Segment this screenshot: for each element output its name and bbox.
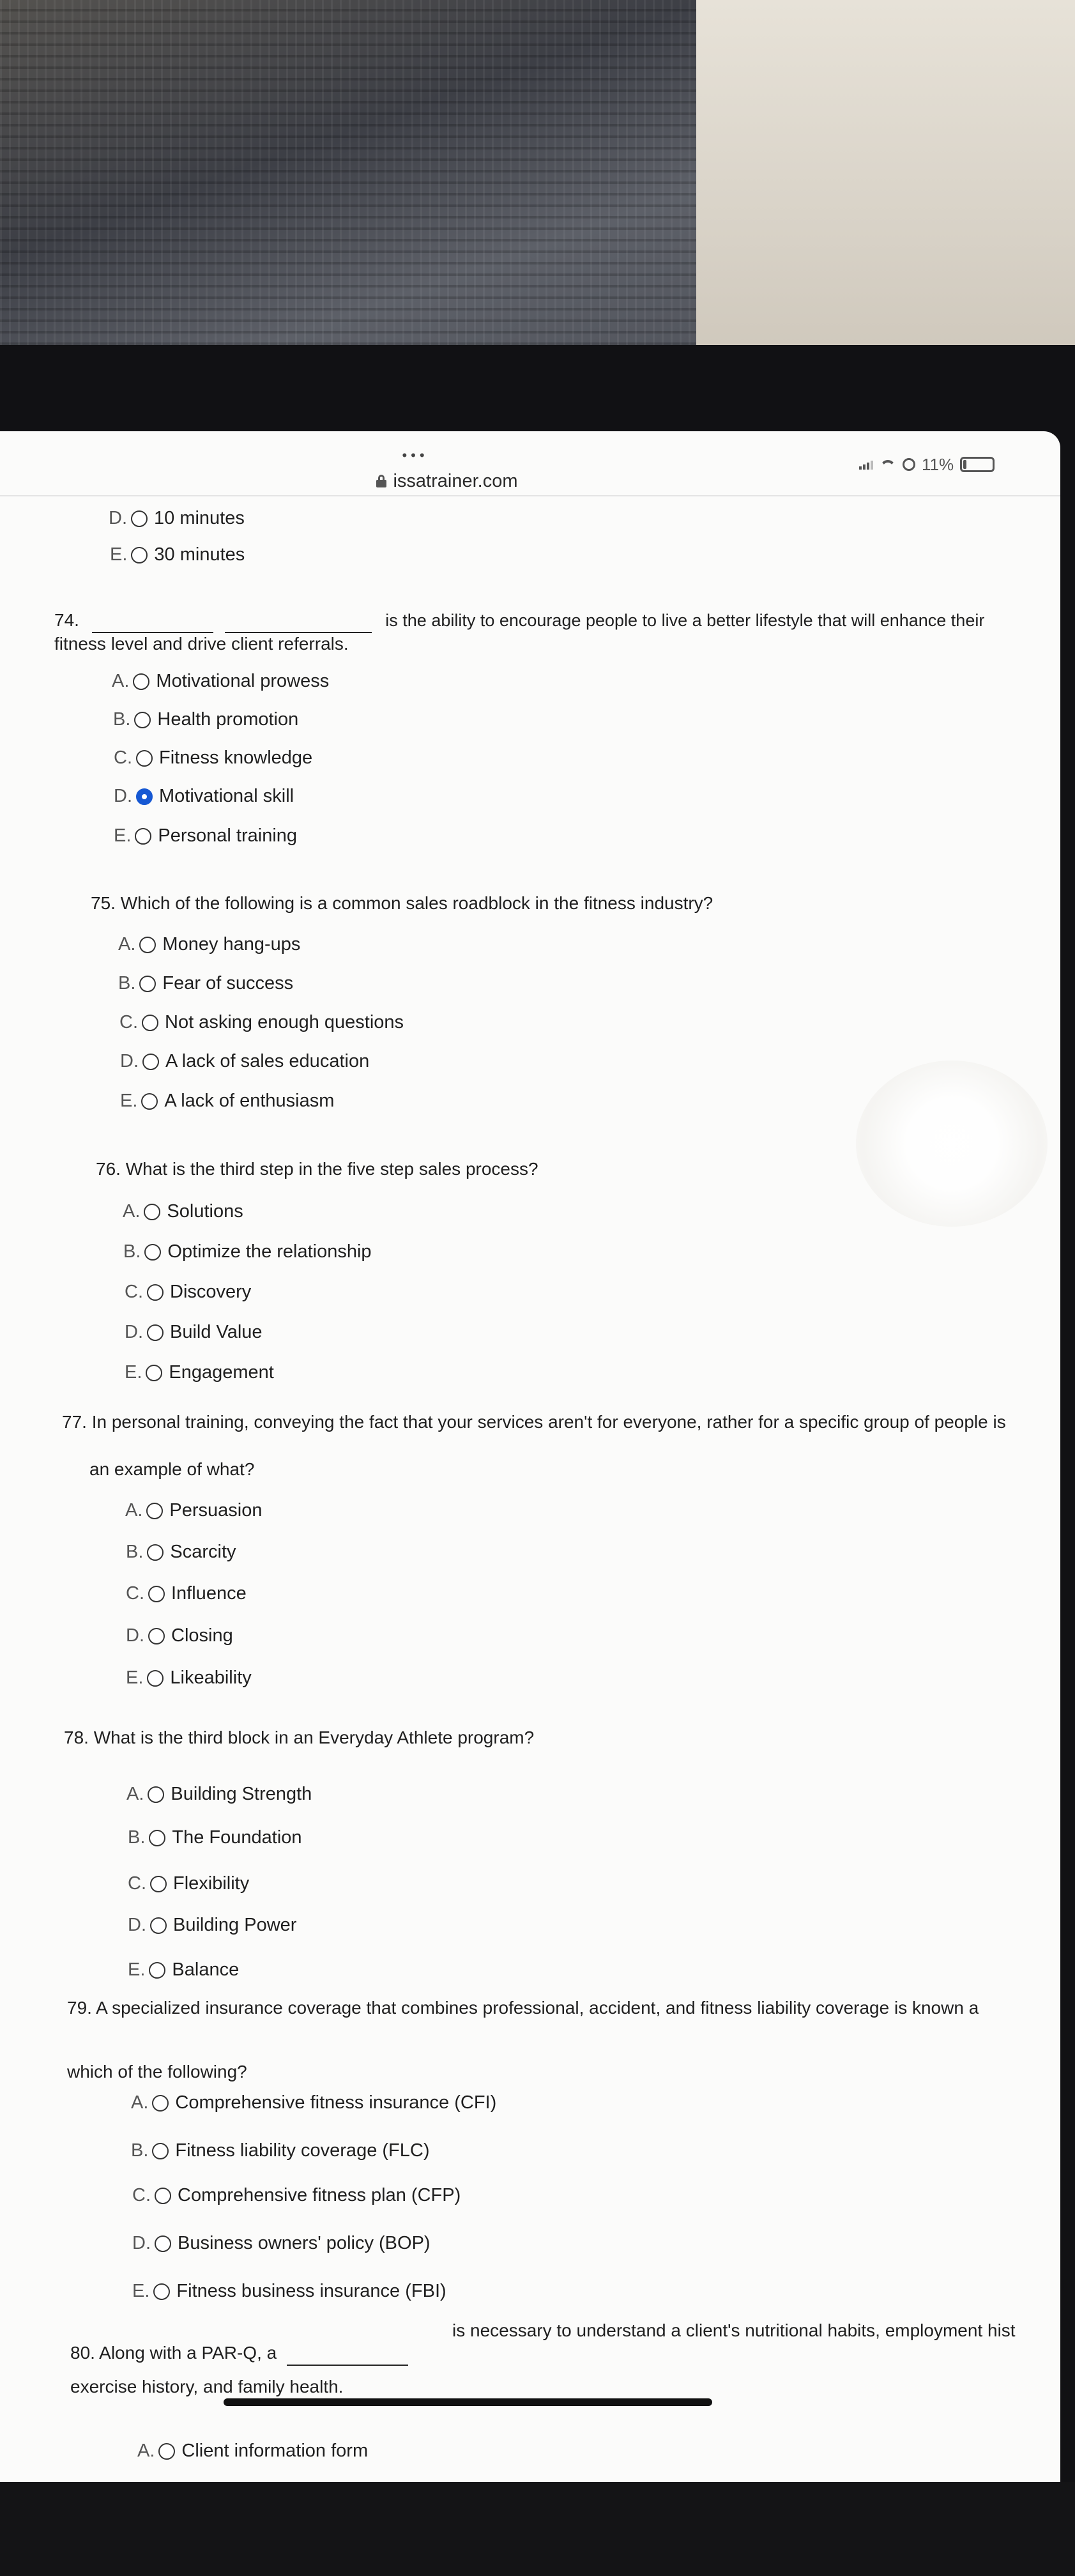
answer-blank bbox=[287, 2342, 408, 2366]
option-letter: A. bbox=[125, 1500, 143, 1521]
option-label: Scarcity bbox=[170, 1542, 236, 1562]
question-76-option-e[interactable] bbox=[125, 1362, 274, 1383]
question-74-option-e[interactable] bbox=[114, 825, 297, 847]
status-bar bbox=[859, 455, 995, 474]
option-label: Client information form bbox=[181, 2441, 369, 2461]
option-letter: A. bbox=[126, 1784, 144, 1804]
stylus-shadow bbox=[224, 2398, 712, 2406]
option-letter: E. bbox=[110, 544, 128, 565]
radio-button[interactable] bbox=[152, 2143, 169, 2159]
question-75-option-e[interactable] bbox=[120, 1091, 334, 1112]
radio-button[interactable] bbox=[141, 1093, 158, 1110]
option-label: Likeability bbox=[170, 1667, 252, 1688]
battery-percentage: 11% bbox=[922, 454, 954, 474]
option-letter: D. bbox=[109, 508, 127, 528]
option-letter: E. bbox=[126, 1667, 144, 1688]
option-label: Motivational skill bbox=[159, 786, 294, 806]
cellular-signal-icon bbox=[859, 459, 873, 470]
question-75-option-b[interactable] bbox=[118, 973, 293, 994]
option-label: Comprehensive fitness insurance (CFI) bbox=[175, 2092, 497, 2113]
radio-button[interactable] bbox=[133, 673, 149, 690]
option-letter: C. bbox=[128, 1873, 146, 1894]
option-label: Flexibility bbox=[173, 1873, 250, 1894]
radio-button[interactable] bbox=[149, 1830, 165, 1846]
radio-button[interactable] bbox=[131, 547, 148, 564]
question-78-option-a[interactable] bbox=[126, 1784, 312, 1805]
option-label: Personal training bbox=[158, 825, 298, 846]
radio-button[interactable] bbox=[131, 510, 148, 527]
radio-button[interactable] bbox=[142, 1054, 159, 1070]
question-79-option-e[interactable] bbox=[132, 2281, 446, 2302]
browser-screen bbox=[0, 431, 1060, 2482]
option-letter: A. bbox=[137, 2441, 155, 2461]
question-80-option-a[interactable] bbox=[137, 2441, 368, 2462]
question-75-text: 75. Which of the following is a common sales roadblock in the fitness industry? bbox=[91, 893, 713, 913]
option-label: Business owners' policy (BOP) bbox=[178, 2233, 431, 2253]
radio-button[interactable] bbox=[158, 2443, 175, 2460]
option-label: Build Value bbox=[170, 1322, 263, 1342]
radio-button[interactable] bbox=[142, 1015, 158, 1031]
answer-blank bbox=[92, 609, 213, 633]
option-label: 10 minutes bbox=[154, 508, 245, 528]
question-79-option-d[interactable] bbox=[132, 2233, 431, 2254]
option-label: Health promotion bbox=[157, 709, 299, 730]
question-text: is the ability to encourage people to live a better lifestyle that will enhance their bbox=[385, 611, 985, 630]
question-74-option-c[interactable] bbox=[114, 747, 312, 769]
option-letter: C. bbox=[119, 1012, 138, 1032]
radio-button[interactable] bbox=[146, 1503, 163, 1519]
question-75-option-d[interactable] bbox=[120, 1051, 369, 1072]
radio-button[interactable] bbox=[144, 1244, 161, 1261]
question-78-option-e[interactable] bbox=[128, 1959, 239, 1981]
question-78-option-c[interactable] bbox=[128, 1873, 249, 1894]
option-label: Discovery bbox=[170, 1282, 252, 1302]
option-label: Motivational prowess bbox=[156, 671, 330, 691]
radio-button[interactable] bbox=[155, 2235, 171, 2252]
question-80-text bbox=[70, 2342, 408, 2366]
option-prev-e[interactable] bbox=[110, 544, 245, 565]
radio-button[interactable] bbox=[135, 828, 151, 845]
radio-button[interactable] bbox=[152, 2095, 169, 2112]
radio-button-selected[interactable] bbox=[136, 788, 153, 805]
radio-button[interactable] bbox=[136, 750, 153, 767]
question-77-text: 77. In personal training, conveying the fact that your services aren't for everyone, rather for a specific group of people is bbox=[62, 1412, 1006, 1432]
radio-button[interactable] bbox=[148, 1586, 165, 1602]
option-letter: D. bbox=[125, 1322, 143, 1342]
option-label: Persuasion bbox=[169, 1500, 263, 1521]
option-letter: A. bbox=[123, 1201, 141, 1222]
option-letter: B. bbox=[118, 973, 136, 993]
radio-button[interactable] bbox=[139, 976, 156, 992]
question-76-option-d[interactable] bbox=[125, 1322, 263, 1343]
option-letter: B. bbox=[113, 709, 131, 730]
option-label: Building Strength bbox=[171, 1784, 312, 1804]
address-bar[interactable] bbox=[332, 470, 562, 493]
question-76-option-c[interactable] bbox=[125, 1282, 251, 1303]
radio-button[interactable] bbox=[139, 937, 156, 953]
radio-button[interactable] bbox=[149, 1962, 165, 1979]
question-75-option-c[interactable] bbox=[119, 1012, 404, 1033]
option-letter: C. bbox=[125, 1282, 143, 1302]
question-text: 80. Along with a PAR-Q, a bbox=[70, 2343, 277, 2363]
background-wall bbox=[696, 0, 1075, 358]
radio-button[interactable] bbox=[148, 1786, 164, 1803]
tablet-bottom-bezel bbox=[0, 2482, 1075, 2576]
option-letter: D. bbox=[120, 1051, 139, 1071]
radio-button[interactable] bbox=[144, 1204, 160, 1220]
option-letter: D. bbox=[128, 1915, 146, 1935]
option-label: Fear of success bbox=[162, 973, 294, 993]
option-letter: E. bbox=[114, 825, 132, 846]
question-79-option-b[interactable] bbox=[131, 2140, 429, 2161]
option-label: Not asking enough questions bbox=[165, 1012, 404, 1032]
question-79-option-a[interactable] bbox=[131, 2092, 496, 2113]
option-letter: C. bbox=[114, 747, 132, 768]
question-78-text: 78. What is the third block in an Everyday Athlete program? bbox=[64, 1728, 535, 1747]
option-label: Fitness liability coverage (FLC) bbox=[175, 2140, 430, 2161]
radio-button[interactable] bbox=[146, 1365, 162, 1381]
radio-button[interactable] bbox=[150, 1876, 167, 1892]
radio-button[interactable] bbox=[153, 2283, 170, 2300]
option-letter: B. bbox=[126, 1542, 144, 1562]
question-74-text bbox=[54, 609, 984, 633]
option-label: Fitness knowledge bbox=[159, 747, 313, 768]
option-label: Building Power bbox=[173, 1915, 297, 1935]
option-letter: A. bbox=[131, 2092, 149, 2113]
radio-button[interactable] bbox=[147, 1284, 164, 1301]
radio-button[interactable] bbox=[147, 1670, 164, 1687]
option-letter: E. bbox=[125, 1362, 142, 1383]
question-76-option-b[interactable] bbox=[123, 1241, 372, 1262]
option-label: 30 minutes bbox=[154, 544, 245, 565]
option-letter: D. bbox=[126, 1625, 144, 1646]
battery-icon bbox=[960, 457, 995, 472]
question-80-text-line2: exercise history, and family health. bbox=[70, 2377, 344, 2396]
question-78-option-b[interactable] bbox=[128, 1827, 302, 1848]
question-74-text-line2: fitness level and drive client referrals. bbox=[54, 634, 349, 654]
radio-button[interactable] bbox=[147, 1324, 164, 1341]
lock-icon bbox=[376, 475, 386, 487]
wifi-icon bbox=[880, 459, 896, 470]
radio-button[interactable] bbox=[150, 1917, 167, 1934]
option-letter: D. bbox=[132, 2233, 151, 2253]
orientation-lock-icon bbox=[903, 458, 915, 471]
screen-glare bbox=[856, 1061, 1048, 1227]
radio-button[interactable] bbox=[147, 1544, 164, 1561]
question-74-option-d[interactable] bbox=[114, 786, 294, 807]
question-74-option-b[interactable] bbox=[113, 709, 298, 730]
option-label: Solutions bbox=[167, 1201, 243, 1222]
radio-button[interactable] bbox=[134, 712, 151, 728]
option-letter: B. bbox=[123, 1241, 141, 1262]
option-label: Fitness business insurance (FBI) bbox=[176, 2281, 446, 2301]
question-74-option-a[interactable] bbox=[112, 671, 329, 692]
question-77-option-e[interactable] bbox=[126, 1667, 252, 1689]
option-label: Balance bbox=[172, 1959, 240, 1980]
option-label: A lack of enthusiasm bbox=[164, 1091, 335, 1111]
question-77-option-d[interactable] bbox=[126, 1625, 233, 1646]
option-label: Influence bbox=[171, 1583, 247, 1604]
option-label: Optimize the relationship bbox=[167, 1241, 372, 1262]
toolbar-divider bbox=[0, 495, 1060, 496]
question-number: 74. bbox=[54, 610, 79, 630]
option-prev-d[interactable] bbox=[109, 508, 245, 529]
option-letter: A. bbox=[112, 671, 130, 691]
option-letter: C. bbox=[132, 2185, 151, 2205]
option-label: A lack of sales education bbox=[165, 1051, 370, 1071]
option-letter: E. bbox=[132, 2281, 150, 2301]
radio-button[interactable] bbox=[155, 2188, 171, 2204]
option-label: Closing bbox=[171, 1625, 233, 1646]
question-79-text: 79. A specialized insurance coverage that combines professional, accident, and fitness liability coverage is known a bbox=[67, 1998, 979, 2018]
option-label: Money hang-ups bbox=[162, 934, 301, 954]
option-letter: B. bbox=[128, 1827, 146, 1848]
question-76-option-a[interactable] bbox=[123, 1201, 243, 1222]
question-76-text: 76. What is the third step in the five step sales process? bbox=[96, 1159, 538, 1179]
option-letter: E. bbox=[120, 1091, 138, 1111]
url-text: issatrainer.com bbox=[393, 470, 518, 491]
question-79-option-c[interactable] bbox=[132, 2185, 461, 2206]
radio-button[interactable] bbox=[148, 1628, 165, 1644]
tab-overview-dots[interactable]: ••• bbox=[402, 447, 429, 463]
option-label: The Foundation bbox=[172, 1827, 302, 1848]
question-79-text-line2: which of the following? bbox=[67, 2062, 247, 2082]
question-77-option-c[interactable] bbox=[126, 1583, 247, 1604]
question-77-text-line2: an example of what? bbox=[89, 1459, 255, 1479]
question-77-option-b[interactable] bbox=[126, 1542, 236, 1563]
option-label: Comprehensive fitness plan (CFP) bbox=[178, 2185, 461, 2205]
question-78-option-d[interactable] bbox=[128, 1915, 296, 1936]
question-80-text-continued: is necessary to understand a client's nutritional habits, employment hist bbox=[452, 2320, 1016, 2340]
option-letter: B. bbox=[131, 2140, 149, 2161]
option-letter: A. bbox=[118, 934, 136, 954]
answer-blank bbox=[225, 609, 372, 633]
option-letter: E. bbox=[128, 1959, 146, 1980]
option-letter: D. bbox=[114, 786, 132, 806]
option-letter: C. bbox=[126, 1583, 144, 1604]
question-75-option-a[interactable] bbox=[118, 934, 300, 955]
option-label: Engagement bbox=[169, 1362, 274, 1383]
question-77-option-a[interactable] bbox=[125, 1500, 263, 1521]
